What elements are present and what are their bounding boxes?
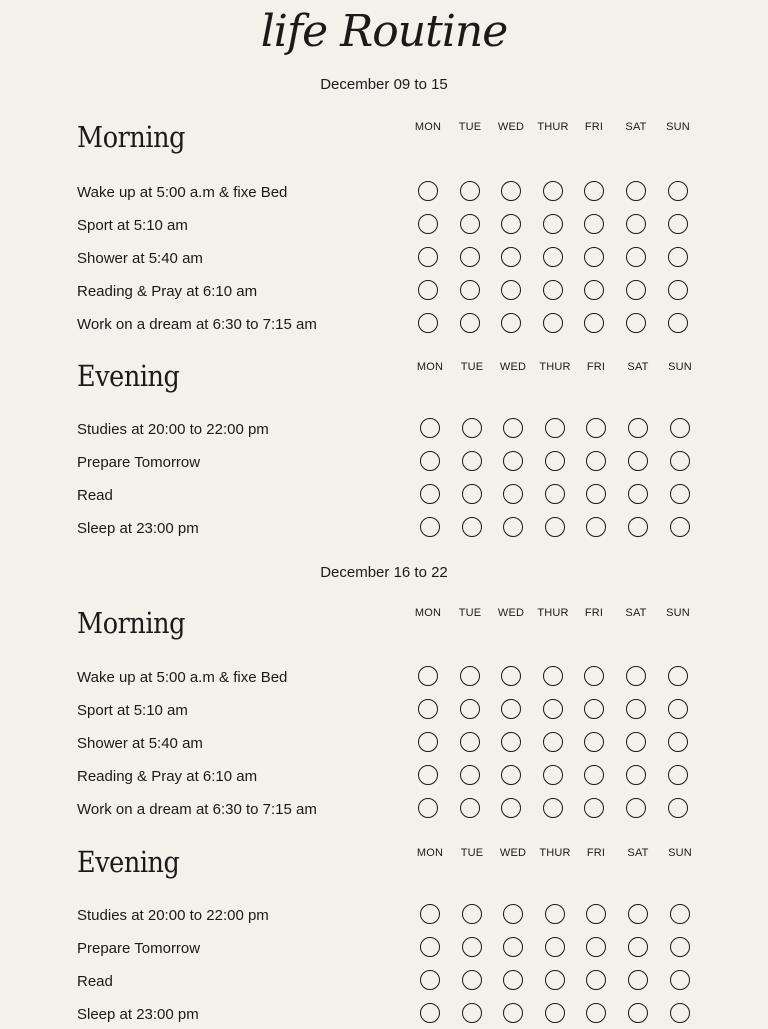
checkbox-fri[interactable] — [584, 765, 604, 785]
day-header-wed: WED — [499, 361, 527, 373]
section-heading: Evening — [77, 359, 180, 393]
checkbox-mon[interactable] — [418, 247, 438, 267]
day-header-sat: SAT — [627, 847, 649, 859]
checkbox-mon[interactable] — [420, 418, 440, 438]
checkbox-tue[interactable] — [460, 732, 480, 752]
checkbox-tue[interactable] — [462, 904, 482, 924]
task-label: Read — [77, 487, 113, 504]
task-row — [0, 765, 768, 791]
task-row — [0, 1003, 768, 1029]
checkbox-fri[interactable] — [586, 904, 606, 924]
checkbox-thur[interactable] — [543, 313, 563, 333]
checkbox-fri[interactable] — [586, 1003, 606, 1023]
checkbox-fri[interactable] — [584, 666, 604, 686]
checkbox-mon[interactable] — [418, 732, 438, 752]
checkbox-wed[interactable] — [503, 517, 523, 537]
checkbox-wed[interactable] — [503, 904, 523, 924]
task-row — [0, 666, 768, 692]
checkbox-wed[interactable] — [501, 699, 521, 719]
day-header-fri: FRI — [586, 847, 606, 859]
day-header-sun: SUN — [666, 607, 690, 619]
task-row — [0, 904, 768, 930]
checkbox-fri[interactable] — [584, 732, 604, 752]
checkbox-wed[interactable] — [501, 798, 521, 818]
day-header-sat: SAT — [625, 607, 647, 619]
checkbox-tue[interactable] — [462, 970, 482, 990]
day-header-fri: FRI — [584, 607, 604, 619]
checkbox-sun[interactable] — [668, 732, 688, 752]
checkbox-sun[interactable] — [670, 418, 690, 438]
checkbox-thur[interactable] — [543, 798, 563, 818]
task-label: Sleep at 23:00 pm — [77, 520, 199, 537]
task-row — [0, 970, 768, 996]
checkbox-fri[interactable] — [586, 970, 606, 990]
checkbox-mon[interactable] — [420, 1003, 440, 1023]
day-header-wed: WED — [497, 121, 525, 133]
checkbox-sun[interactable] — [670, 1003, 690, 1023]
task-label: Wake up at 5:00 a.m & fixe Bed — [77, 184, 288, 201]
checkbox-tue[interactable] — [460, 313, 480, 333]
task-row — [0, 798, 768, 824]
checkbox-wed[interactable] — [501, 765, 521, 785]
task-row — [0, 418, 768, 444]
checkbox-sun[interactable] — [670, 970, 690, 990]
checkbox-sat[interactable] — [626, 214, 646, 234]
section-heading: Morning — [77, 120, 185, 154]
day-header-thur: THUR — [539, 361, 571, 373]
checkbox-sat[interactable] — [626, 247, 646, 267]
checkbox-mon[interactable] — [420, 517, 440, 537]
checkbox-wed[interactable] — [503, 1003, 523, 1023]
day-header-sun: SUN — [668, 847, 692, 859]
checkbox-sun[interactable] — [670, 484, 690, 504]
checkbox-tue[interactable] — [462, 1003, 482, 1023]
checkbox-tue[interactable] — [460, 214, 480, 234]
checkbox-fri[interactable] — [584, 313, 604, 333]
task-row — [0, 699, 768, 725]
checkbox-thur[interactable] — [543, 181, 563, 201]
checkbox-fri[interactable] — [586, 418, 606, 438]
task-label: Studies at 20:00 to 22:00 pm — [77, 907, 269, 924]
page-title: life Routine — [260, 6, 508, 57]
checkbox-sun[interactable] — [668, 798, 688, 818]
day-header-mon: MON — [414, 121, 442, 133]
checkbox-wed[interactable] — [501, 280, 521, 300]
checkbox-fri[interactable] — [586, 451, 606, 471]
task-label: Wake up at 5:00 a.m & fixe Bed — [77, 669, 288, 686]
checkbox-mon[interactable] — [418, 313, 438, 333]
task-label: Sport at 5:10 am — [77, 702, 188, 719]
checkbox-sat[interactable] — [628, 517, 648, 537]
checkbox-sun[interactable] — [668, 280, 688, 300]
checkbox-fri[interactable] — [584, 214, 604, 234]
checkbox-wed[interactable] — [503, 937, 523, 957]
checkbox-thur[interactable] — [545, 904, 565, 924]
task-row — [0, 214, 768, 240]
task-row — [0, 313, 768, 339]
checkbox-fri[interactable] — [586, 517, 606, 537]
task-row — [0, 484, 768, 510]
checkbox-sun[interactable] — [670, 904, 690, 924]
checkbox-fri[interactable] — [584, 247, 604, 267]
checkbox-wed[interactable] — [503, 484, 523, 504]
checkbox-wed[interactable] — [503, 418, 523, 438]
checkbox-thur[interactable] — [545, 517, 565, 537]
checkbox-sun[interactable] — [668, 699, 688, 719]
task-row — [0, 451, 768, 477]
day-header-thur: THUR — [539, 847, 571, 859]
day-header-wed: WED — [497, 607, 525, 619]
task-label: Sleep at 23:00 pm — [77, 1006, 199, 1023]
checkbox-mon[interactable] — [418, 666, 438, 686]
day-header-mon: MON — [416, 361, 444, 373]
checkbox-thur[interactable] — [543, 765, 563, 785]
day-header-wed: WED — [499, 847, 527, 859]
checkbox-thur[interactable] — [545, 451, 565, 471]
checkbox-tue[interactable] — [462, 517, 482, 537]
checkbox-fri[interactable] — [584, 798, 604, 818]
checkbox-thur[interactable] — [545, 937, 565, 957]
checkbox-sat[interactable] — [628, 970, 648, 990]
checkbox-sat[interactable] — [626, 313, 646, 333]
checkbox-sat[interactable] — [626, 280, 646, 300]
day-header-mon: MON — [416, 847, 444, 859]
day-header-tue: TUE — [460, 847, 484, 859]
checkbox-sat[interactable] — [628, 937, 648, 957]
task-label: Shower at 5:40 am — [77, 250, 203, 267]
checkbox-sat[interactable] — [628, 418, 648, 438]
checkbox-thur[interactable] — [545, 1003, 565, 1023]
checkbox-wed[interactable] — [501, 313, 521, 333]
checkbox-sun[interactable] — [668, 313, 688, 333]
checkbox-tue[interactable] — [460, 666, 480, 686]
task-label: Shower at 5:40 am — [77, 735, 203, 752]
day-header-tue: TUE — [460, 361, 484, 373]
checkbox-sun[interactable] — [668, 214, 688, 234]
day-header-thur: THUR — [537, 607, 569, 619]
task-label: Read — [77, 973, 113, 990]
day-header-sat: SAT — [627, 361, 649, 373]
checkbox-sat[interactable] — [626, 765, 646, 785]
checkbox-sat[interactable] — [626, 181, 646, 201]
day-header-sun: SUN — [666, 121, 690, 133]
task-label: Work on a dream at 6:30 to 7:15 am — [77, 801, 317, 818]
task-label: Work on a dream at 6:30 to 7:15 am — [77, 316, 317, 333]
date-range: December 09 to 15 — [320, 76, 448, 93]
checkbox-tue[interactable] — [460, 280, 480, 300]
day-header-sat: SAT — [625, 121, 647, 133]
task-row — [0, 181, 768, 207]
checkbox-sat[interactable] — [626, 666, 646, 686]
checkbox-thur[interactable] — [543, 247, 563, 267]
task-label: Reading & Pray at 6:10 am — [77, 283, 258, 300]
checkbox-thur[interactable] — [545, 970, 565, 990]
checkbox-mon[interactable] — [418, 214, 438, 234]
checkbox-fri[interactable] — [584, 699, 604, 719]
task-row — [0, 247, 768, 273]
task-row — [0, 280, 768, 306]
checkbox-sat[interactable] — [628, 451, 648, 471]
checkbox-sun[interactable] — [668, 247, 688, 267]
task-label: Reading & Pray at 6:10 am — [77, 768, 258, 785]
date-range: December 16 to 22 — [320, 564, 448, 581]
checkbox-wed[interactable] — [503, 451, 523, 471]
task-row — [0, 937, 768, 963]
checkbox-mon[interactable] — [418, 699, 438, 719]
checkbox-wed[interactable] — [501, 732, 521, 752]
task-row — [0, 732, 768, 758]
checkbox-thur[interactable] — [545, 418, 565, 438]
checkbox-wed[interactable] — [501, 247, 521, 267]
task-label: Sport at 5:10 am — [77, 217, 188, 234]
checkbox-wed[interactable] — [501, 214, 521, 234]
task-label: Prepare Tomorrow — [77, 454, 201, 471]
checkbox-sun[interactable] — [670, 517, 690, 537]
checkbox-mon[interactable] — [420, 451, 440, 471]
checkbox-tue[interactable] — [460, 181, 480, 201]
checkbox-tue[interactable] — [462, 451, 482, 471]
day-header-tue: TUE — [458, 121, 482, 133]
task-row — [0, 517, 768, 543]
checkbox-thur[interactable] — [545, 484, 565, 504]
checkbox-thur[interactable] — [543, 280, 563, 300]
checkbox-sat[interactable] — [628, 1003, 648, 1023]
checkbox-tue[interactable] — [462, 418, 482, 438]
checkbox-thur[interactable] — [543, 214, 563, 234]
day-header-sun: SUN — [668, 361, 692, 373]
checkbox-sun[interactable] — [670, 451, 690, 471]
checkbox-sat[interactable] — [626, 798, 646, 818]
checkbox-sat[interactable] — [628, 904, 648, 924]
checkbox-mon[interactable] — [420, 937, 440, 957]
checkbox-tue[interactable] — [462, 937, 482, 957]
checkbox-tue[interactable] — [460, 798, 480, 818]
checkbox-thur[interactable] — [543, 666, 563, 686]
checkbox-sat[interactable] — [626, 699, 646, 719]
checkbox-sat[interactable] — [626, 732, 646, 752]
checkbox-mon[interactable] — [418, 280, 438, 300]
checkbox-fri[interactable] — [584, 280, 604, 300]
day-header-tue: TUE — [458, 607, 482, 619]
task-label: Studies at 20:00 to 22:00 pm — [77, 421, 269, 438]
checkbox-wed[interactable] — [501, 666, 521, 686]
checkbox-mon[interactable] — [418, 765, 438, 785]
checkbox-tue[interactable] — [460, 247, 480, 267]
checkbox-tue[interactable] — [462, 484, 482, 504]
checkbox-sun[interactable] — [668, 666, 688, 686]
checkbox-tue[interactable] — [460, 699, 480, 719]
section-heading: Morning — [77, 606, 185, 640]
checkbox-wed[interactable] — [501, 181, 521, 201]
task-label: Prepare Tomorrow — [77, 940, 201, 957]
checkbox-mon[interactable] — [420, 484, 440, 504]
checkbox-sun[interactable] — [668, 765, 688, 785]
checkbox-mon[interactable] — [418, 798, 438, 818]
checkbox-mon[interactable] — [418, 181, 438, 201]
checkbox-fri[interactable] — [584, 181, 604, 201]
checkbox-wed[interactable] — [503, 970, 523, 990]
checkbox-mon[interactable] — [420, 970, 440, 990]
day-header-fri: FRI — [584, 121, 604, 133]
day-header-mon: MON — [414, 607, 442, 619]
checkbox-mon[interactable] — [420, 904, 440, 924]
checkbox-tue[interactable] — [460, 765, 480, 785]
checkbox-sun[interactable] — [668, 181, 688, 201]
checkbox-fri[interactable] — [586, 937, 606, 957]
checkbox-thur[interactable] — [543, 732, 563, 752]
checkbox-sat[interactable] — [628, 484, 648, 504]
day-header-fri: FRI — [586, 361, 606, 373]
checkbox-sun[interactable] — [670, 937, 690, 957]
day-header-thur: THUR — [537, 121, 569, 133]
checkbox-thur[interactable] — [543, 699, 563, 719]
section-heading: Evening — [77, 845, 180, 879]
checkbox-fri[interactable] — [586, 484, 606, 504]
